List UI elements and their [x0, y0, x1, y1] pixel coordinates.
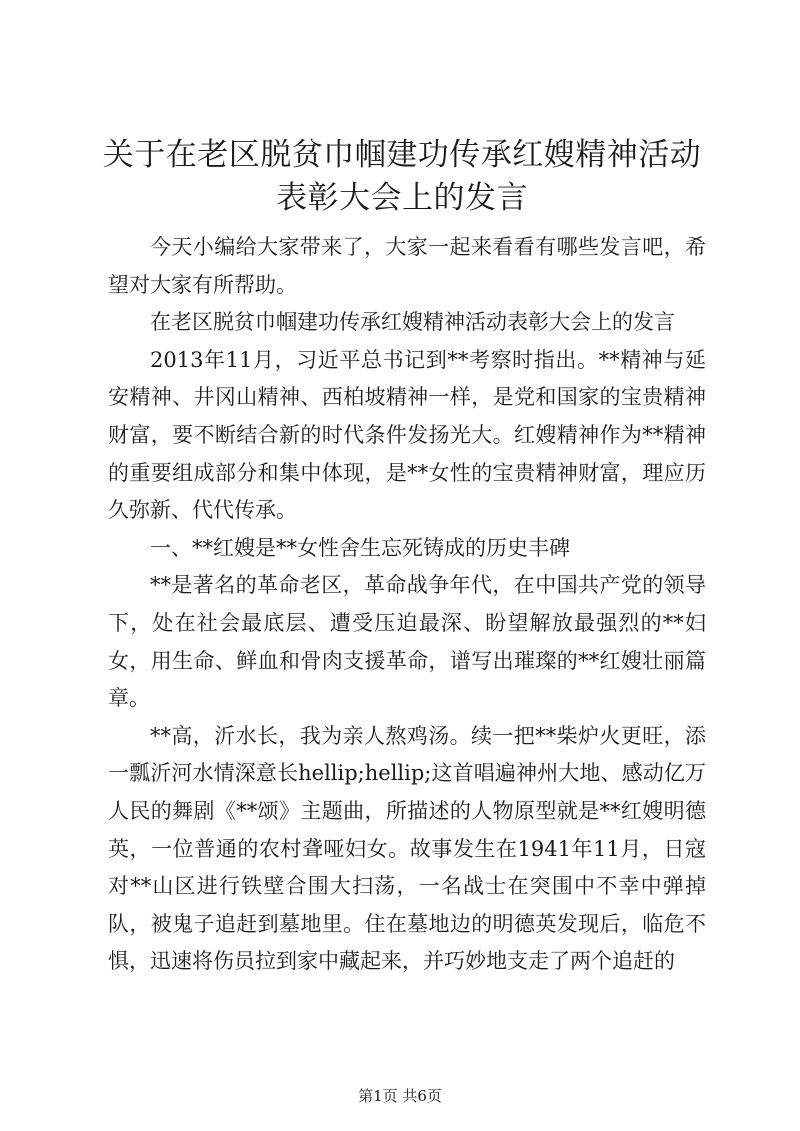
paragraph-revolution: **是著名的革命老区，革命战争年代，在中国共产党的领导下，处在社会最底层、遭受压迫最深、盼望解放最强烈的**妇女，用生命、鲜血和骨肉支援革命，谱写出璀璨的**红嫂壮丽篇章。 — [108, 573, 706, 711]
page-number-footer: 第1页 共6页 — [358, 1087, 442, 1105]
paragraph-background: 2013年11月，习近平总书记到**考察时指出。**精神与延安精神、井冈山精神、西柏坡精神一样，是党和国家的宝贵精神财富，要不断结合新的时代条件发扬光大。红嫂精神作为**精神的重要组成部分和集中体现，是**女性的宝贵精神财富，理应历久弥新、代代传承。 — [108, 347, 706, 523]
paragraph-intro: 今天小编给大家带来了，大家一起来看看有哪些发言吧，希望对大家有所帮助。 — [108, 235, 706, 297]
document-title: 关于在老区脱贫巾帼建功传承红嫂精神活动表彰大会上的发言 — [102, 137, 702, 216]
paragraph-story: **高，沂水长，我为亲人熬鸡汤。续一把**柴炉火更旺，添一瓢沂河水情深意长hellip;hellip;这首唱遍神州大地、感动亿万人民的舞剧《**颂》主题曲，所描述的人物原型就是**红嫂明德英，一位普通的农村聋哑妇女。故事发生在1941年11月，日寇对**山区进行铁壁合围大扫荡，一名战士在突围中不幸中弹掉队，被鬼子追赶到墓地里。住在墓地边的明德英发现后，临危不惧，迅速将伤员拉到家中藏起来，并巧妙地支走了两个追赶的 — [108, 723, 706, 974]
document-body — [108, 229, 706, 981]
paragraph-speech-title: 在老区脱贫巾帼建功传承红嫂精神活动表彰大会上的发言 — [150, 310, 675, 335]
section-heading-1: 一、**红嫂是**女性舍生忘死铸成的历史丰碑 — [150, 535, 570, 560]
